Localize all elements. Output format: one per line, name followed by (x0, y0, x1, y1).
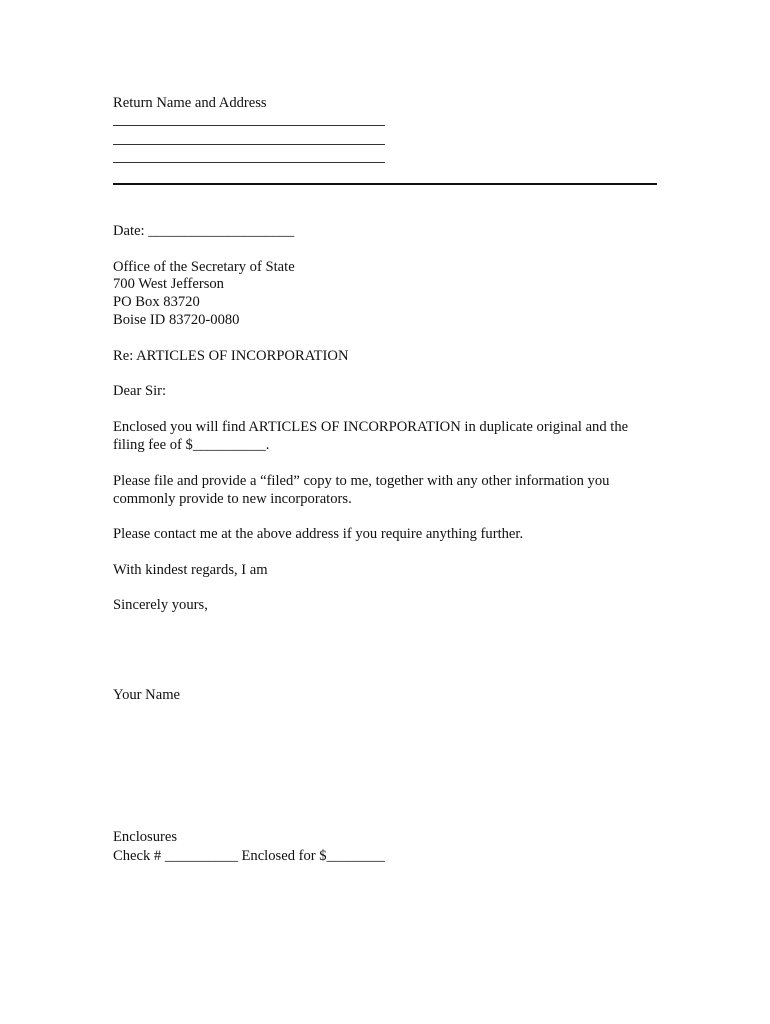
salutation: Dear Sir: (113, 383, 167, 399)
paragraph-line: commonly provide to new incorporators. (113, 491, 352, 507)
paragraph-line: With kindest regards, I am (113, 562, 268, 578)
subject-line: Re: ARTICLES OF INCORPORATION (113, 348, 349, 364)
paragraph-line: Please file and provide a “filed” copy to me, together with any other information you (113, 473, 610, 489)
recipient-line: 700 West Jefferson (113, 276, 224, 292)
closing: Sincerely yours, (113, 597, 208, 613)
recipient-line: PO Box 83720 (113, 294, 200, 310)
paragraph-line: Enclosed you will find ARTICLES OF INCORPORATION in duplicate original and the (113, 419, 629, 435)
recipient-line: Office of the Secretary of State (113, 259, 295, 275)
paragraph-line: filing fee of $__________. (113, 437, 270, 453)
return-address-line-2[interactable] (113, 144, 385, 145)
paragraph-line: Please contact me at the above address if you require anything further. (113, 526, 524, 542)
enclosures-label: Enclosures (113, 829, 178, 845)
signature-name: Your Name (113, 687, 181, 703)
return-address-line-1[interactable] (113, 125, 385, 126)
header-divider (113, 183, 657, 185)
date-line: Date: ____________________ (113, 223, 295, 239)
return-address-label: Return Name and Address (113, 95, 267, 111)
check-line: Check # __________ Enclosed for $________ (113, 848, 385, 864)
recipient-line: Boise ID 83720-0080 (113, 312, 240, 328)
return-address-line-3[interactable] (113, 162, 385, 163)
